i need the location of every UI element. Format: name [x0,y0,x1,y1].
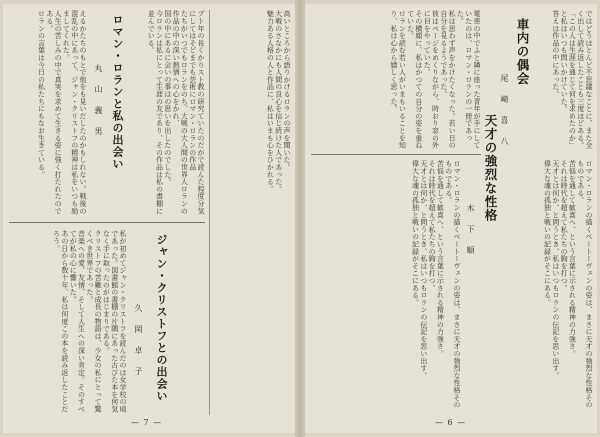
left-top-title: ロマン・ロランと私の出会い [111,14,124,170]
left-page-number: — 7 — [131,418,163,427]
left-top-author: 丸 山 義 男 [94,64,103,137]
right-far-column-body: ではどうほとんど不思議なことに、また全く出して読み返したことも三度ほどある。 「この人は生涯を通じて何を求めたのか」と私はいつも問いかけていた。 答えは作品の中にあった。 [551,10,593,149]
left-page [3,4,295,433]
left-top-body-left: えるかたちのもとで他をも見いだしたのかもしれない。戦後の混乱の中にあって、ジャン・クリストフの精神は私をいつも励ましてくれた。 人生の苦しみの中で真実を求めて生きる姿に強く打たれたのである。 ロランの言葉は今日の私たちにもなお生きている。 [37,10,87,215]
right-bottom-title: 天才の強烈な性格 [483,114,498,222]
right-bottom-body: ロマン・ロランの描くベートーヴェンの姿は、まさに天才の強烈な性格そのものである。 苦悩を通して歓喜へ、という言葉に示される精神の力強さ。 それは時代を超えて私たちの胸を打つ。 天才とは何か、と問うとき、私はいつもロランの伝記を思い出す。 偉大な魂の孤独と戦いの記録がそこにある。 [411,160,461,409]
left-vertical-rule [209,10,210,415]
right-top-title: 車内の偶会 [515,18,530,86]
right-lower-right-body: ロマン・ロランの描くベートーヴェンの姿は、まさに天才の強烈な性格そのものである。 苦悩を通して歓喜へ、という言葉に示される精神の力強さ。 それは時代を超えて私たちの胸を打つ。 天才とは何か、と問うとき、私はいつもロランの伝記を思い出す。 偉大な魂の孤独と戦いの記録がそこにある。 [543,160,593,409]
left-bottom-body: 私が初めてジャン・クリストフを読んだのは女学校の頃であった。図書館の書棚の片隅にあった古びた本を何気なく手に取ったのがはじまりである。 クリストフの苦難と成長の物語は、少女の私にとって驚くべき世界であった。 音楽への愛、友情、そして人生への深い肯定。そのすべてが私の心に響いた。 あの日から数十年、私は何度この本を読み返したことだろう。 [52,230,127,413]
right-page-number: — 6 — [435,418,467,427]
left-bottom-author: 久 岡 卓 子 [134,304,143,377]
right-top-body: 電車の中でふと隣に座った青年が手にしていたのは、ロマン・ロランの一冊であった。 私は思わず声をかけたくなった。若い日の自分を見るようであった。 彼はページをめくりながら、時おり窓の外に目をやっていた。 その横顔に、私はかつての自分の姿を重ねていた。 ロランを読む若い人がいまもいることを知り、私は心から嬉しく思った。 [390,10,481,149]
left-bottom-title: ジャン・クリストフとの出会い [155,234,168,402]
book-gutter [295,0,305,437]
right-page [305,4,597,433]
left-horizontal-rule [9,222,205,223]
right-bottom-author: 木 下 順 [466,204,475,256]
left-top-body-right: プト年の長くかりスト教の研究ていたのだがで読んた程度分気にしてはそどまでも芸術にロマン・ロランの作品 たちがいつでもロランをのち、大戦の大人間の世界人ロランの作品の中の深い熱情への心をかれ、 国の中にあるに会いの事はの思いを出したのでした。 今ロランは私にとって生涯の友であり、その作品は私の書棚に並んでいる。 [147,10,205,215]
left-right-column-body: 高いところから語りかけるロランの声を聞いた。 大戦のさなかにも人間の良心を信じ続けた人であった。 魅力ある人格の人と作品に、私はいまも心をひかれる。 [266,10,291,193]
right-horizontal-rule [311,154,481,155]
right-top-author: 尾 崎 喜 八 [500,74,509,147]
